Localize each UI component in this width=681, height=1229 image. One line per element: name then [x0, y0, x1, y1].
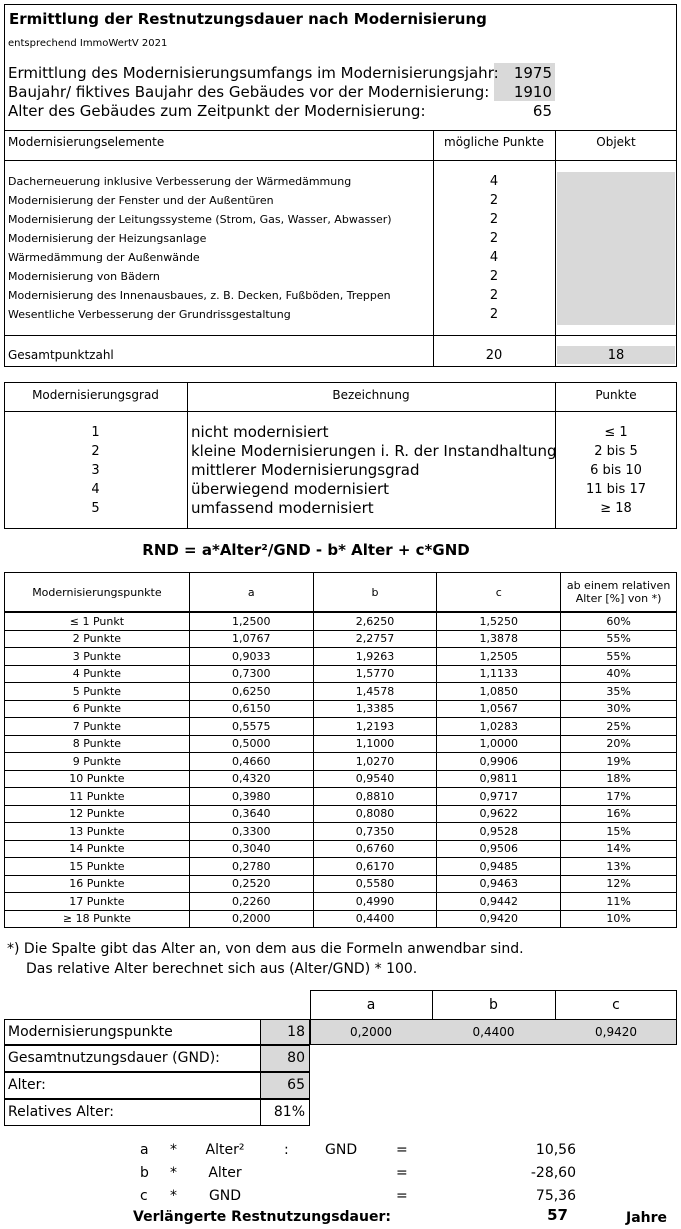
- coeff-row: [5, 735, 677, 753]
- header-line-value: 1975: [513, 64, 552, 82]
- coeff-cell: 0,6150: [189, 700, 313, 718]
- elements-header: Modernisierungselemente: [8, 135, 165, 149]
- coeff-cell: 1,5250: [437, 612, 561, 630]
- element-points: 2: [489, 231, 499, 246]
- coeff-cell: 0,3980: [189, 788, 313, 806]
- coeff-cell: 0,9420: [437, 910, 561, 928]
- page-title: Ermittlung der Restnutzungsdauer nach Modernisierung: [9, 10, 487, 28]
- coeff-cell: 0,2520: [189, 875, 313, 893]
- coeff-cell: 20%: [561, 735, 677, 753]
- coeff-cell: 0,5580: [313, 875, 437, 893]
- header-line-label: Baujahr/ fiktives Baujahr des Gebäudes vor der Modernisierung:: [8, 83, 490, 101]
- coeff-cell: 14 Punkte: [5, 840, 190, 858]
- coeff-cell: 0,6170: [313, 858, 437, 876]
- coeff-row: [5, 753, 677, 771]
- grade-points: 6 bis 10: [590, 463, 642, 478]
- coeff-cell: 10 Punkte: [5, 770, 190, 788]
- object-header: Objekt: [596, 135, 636, 149]
- abc-value: 0,4400: [472, 1025, 515, 1039]
- element-points: 2: [489, 269, 499, 284]
- possible-points-header: mögliche Punkte: [444, 135, 544, 149]
- coeff-cell: 9 Punkte: [5, 753, 190, 771]
- coeff-cell: 0,8810: [313, 788, 437, 806]
- coeff-cell: 1,0000: [437, 735, 561, 753]
- element-name: Modernisierung der Fenster und der Außentüren: [8, 194, 274, 207]
- result-eq: =: [396, 1188, 408, 1204]
- abc-header: c: [612, 997, 620, 1013]
- element-points: 2: [489, 288, 499, 303]
- grade-description: kleine Modernisierungen i. R. der Instandhaltung: [191, 442, 557, 460]
- coeff-cell: 1,0283: [437, 718, 561, 736]
- description-header: Bezeichnung: [332, 388, 410, 402]
- total-object: 18: [607, 348, 625, 363]
- calc-value: 65: [287, 1077, 305, 1093]
- coeff-cell: 11 Punkte: [5, 788, 190, 806]
- coeff-cell: 0,7350: [313, 823, 437, 841]
- abc-value: 0,9420: [595, 1025, 637, 1039]
- grade-number: 2: [91, 444, 100, 459]
- abc-value: 0,2000: [350, 1025, 392, 1039]
- coeff-header-cell: a: [189, 573, 313, 613]
- coeff-cell: 19%: [561, 753, 677, 771]
- element-name: Modernisierung des Innenausbaues, z. B. Decken, Fußböden, Treppen: [8, 289, 391, 302]
- coeff-cell: 0,2780: [189, 858, 313, 876]
- divider: [4, 335, 677, 336]
- result-term: Alter²: [205, 1142, 245, 1158]
- grade-number: 1: [91, 425, 100, 440]
- element-name: Modernisierung von Bädern: [8, 270, 160, 283]
- coeff-cell: 4 Punkte: [5, 665, 190, 683]
- coeff-row: [5, 700, 677, 718]
- coeff-cell: 15 Punkte: [5, 858, 190, 876]
- coeff-cell: 1,0270: [313, 753, 437, 771]
- coeff-cell: 0,7300: [189, 665, 313, 683]
- result-var: c: [140, 1188, 148, 1204]
- coeff-row: [5, 612, 677, 630]
- grade-description: nicht modernisiert: [191, 423, 329, 441]
- coeff-cell: 0,9717: [437, 788, 561, 806]
- coeff-row: [5, 665, 677, 683]
- coeff-row: [5, 858, 677, 876]
- footnote-line: *) Die Spalte gibt das Alter an, von dem aus die Formeln anwendbar sind.: [7, 941, 524, 957]
- coeff-cell: 15%: [561, 823, 677, 841]
- coeff-row: [5, 770, 677, 788]
- coeff-cell: 1,2193: [313, 718, 437, 736]
- result-term: GND: [208, 1188, 242, 1204]
- coeff-cell: 1,0767: [189, 630, 313, 648]
- coeff-cell: 60%: [561, 612, 677, 630]
- coeff-cell: 0,3300: [189, 823, 313, 841]
- coeff-cell: 0,9811: [437, 770, 561, 788]
- coeff-cell: ≤ 1 Punkt: [5, 612, 190, 630]
- coeff-cell: 1,2505: [437, 648, 561, 666]
- coeff-cell: 2,2757: [313, 630, 437, 648]
- coeff-cell: 55%: [561, 648, 677, 666]
- coeff-cell: 0,6760: [313, 840, 437, 858]
- calc-value: 18: [287, 1024, 305, 1040]
- coeff-cell: 0,9463: [437, 875, 561, 893]
- coeff-cell: 0,4320: [189, 770, 313, 788]
- coeff-cell: 1,3878: [437, 630, 561, 648]
- final-value: 57: [547, 1206, 568, 1224]
- coeff-cell: 2,6250: [313, 612, 437, 630]
- coeff-cell: 1,9263: [313, 648, 437, 666]
- result-value: -28,60: [530, 1165, 576, 1181]
- coeff-cell: 0,9033: [189, 648, 313, 666]
- coeff-row: [5, 630, 677, 648]
- coeff-cell: 55%: [561, 630, 677, 648]
- coeff-cell: 1,5770: [313, 665, 437, 683]
- coeff-cell: 10%: [561, 910, 677, 928]
- coeff-cell: 1,1000: [313, 735, 437, 753]
- coeff-row: [5, 805, 677, 823]
- element-name: Modernisierung der Heizungsanlage: [8, 232, 207, 245]
- coeff-cell: 0,9540: [313, 770, 437, 788]
- element-points: 2: [489, 193, 499, 208]
- coeff-cell: 0,9506: [437, 840, 561, 858]
- coeff-cell: 16%: [561, 805, 677, 823]
- coeff-cell: 0,9906: [437, 753, 561, 771]
- grade-description: umfassend modernisiert: [191, 499, 374, 517]
- page-subtitle: entsprechend ImmoWertV 2021: [8, 38, 168, 49]
- coeff-row: [5, 875, 677, 893]
- result-op: *: [170, 1165, 177, 1181]
- calc-label: Gesamtnutzungsdauer (GND):: [8, 1050, 220, 1066]
- total-possible: 20: [485, 348, 503, 363]
- points-header: Punkte: [595, 388, 637, 402]
- coeff-cell: 13%: [561, 858, 677, 876]
- divider: [433, 130, 434, 367]
- coeff-row: [5, 823, 677, 841]
- coeff-cell: 1,2500: [189, 612, 313, 630]
- result-var: b: [140, 1165, 149, 1181]
- coefficient-table: [4, 572, 677, 928]
- coeff-row: [5, 648, 677, 666]
- coeff-cell: 18%: [561, 770, 677, 788]
- formula: RND = a*Alter²/GND - b* Alter + c*GND: [142, 541, 470, 559]
- element-name: Wesentliche Verbesserung der Grundrissgestaltung: [8, 308, 291, 321]
- coeff-header-cell: c: [437, 573, 561, 613]
- coeff-cell: 0,6250: [189, 683, 313, 701]
- coeff-cell: 2 Punkte: [5, 630, 190, 648]
- coeff-cell: 0,3640: [189, 805, 313, 823]
- element-points: 2: [489, 212, 499, 227]
- grade-points: 2 bis 5: [594, 444, 638, 459]
- coeff-cell: 0,2260: [189, 893, 313, 911]
- total-label: Gesamtpunktzahl: [8, 348, 114, 362]
- coeff-cell: 12 Punkte: [5, 805, 190, 823]
- calc-label: Alter:: [8, 1077, 46, 1093]
- coeff-cell: ≥ 18 Punkte: [5, 910, 190, 928]
- calc-label: Relatives Alter:: [8, 1104, 114, 1120]
- abc-header: a: [366, 997, 376, 1013]
- result-eq: =: [396, 1142, 408, 1158]
- grade-points: ≤ 1: [604, 425, 628, 440]
- coeff-row: [5, 718, 677, 736]
- abc-header: b: [489, 997, 498, 1013]
- coeff-row: [5, 683, 677, 701]
- coeff-header-cell: ab einem relativen Alter [%] von *): [561, 573, 677, 613]
- result-div: :: [284, 1142, 289, 1158]
- coeff-row: [5, 893, 677, 911]
- header-line-label: Ermittlung des Modernisierungsumfangs im Modernisierungsjahr:: [8, 64, 499, 82]
- result-eq: =: [396, 1165, 408, 1181]
- divider: [555, 130, 556, 367]
- coeff-cell: 7 Punkte: [5, 718, 190, 736]
- coeff-cell: 0,9622: [437, 805, 561, 823]
- element-name: Modernisierung der Leitungssysteme (Strom, Gas, Wasser, Abwasser): [8, 213, 392, 226]
- coeff-cell: 0,4660: [189, 753, 313, 771]
- calc-value: 81%: [273, 1104, 305, 1120]
- grade-number: 5: [91, 501, 100, 516]
- coeff-cell: 0,9528: [437, 823, 561, 841]
- coeff-cell: 1,1133: [437, 665, 561, 683]
- grade-number: 4: [91, 482, 100, 497]
- element-points: 4: [489, 250, 499, 265]
- result-term: Alter: [208, 1165, 242, 1181]
- coeff-cell: 6 Punkte: [5, 700, 190, 718]
- divider: [187, 382, 188, 529]
- coeff-cell: 1,3385: [313, 700, 437, 718]
- grade-number: 3: [91, 463, 100, 478]
- coeff-cell: 11%: [561, 893, 677, 911]
- header-line-value: 1910: [513, 83, 552, 101]
- result-value: 75,36: [535, 1188, 576, 1204]
- grade-points: 11 bis 17: [586, 482, 646, 497]
- coeff-cell: 0,5000: [189, 735, 313, 753]
- coeff-header-cell: Modernisierungspunkte: [5, 573, 190, 613]
- header-line-value: 65: [532, 102, 552, 120]
- result-var: a: [140, 1142, 149, 1158]
- coeff-cell: 0,4400: [313, 910, 437, 928]
- grade-description: mittlerer Modernisierungsgrad: [191, 461, 420, 479]
- calc-value: 80: [287, 1050, 305, 1066]
- coeff-cell: 5 Punkte: [5, 683, 190, 701]
- element-name: Dacherneuerung inklusive Verbesserung der Wärmedämmung: [8, 175, 352, 188]
- footnote-line: Das relative Alter berechnet sich aus (Alter/GND) * 100.: [26, 961, 418, 977]
- result-op: *: [170, 1188, 177, 1204]
- coeff-row: [5, 840, 677, 858]
- coeff-cell: 1,0567: [437, 700, 561, 718]
- result-gnd: GND: [325, 1142, 358, 1158]
- element-points: 2: [489, 307, 499, 322]
- object-values-area: [557, 172, 675, 325]
- coeff-cell: 1,4578: [313, 683, 437, 701]
- coeff-cell: 0,9442: [437, 893, 561, 911]
- coeff-cell: 17 Punkte: [5, 893, 190, 911]
- coeff-cell: 0,8080: [313, 805, 437, 823]
- coeff-cell: 0,3040: [189, 840, 313, 858]
- grade-points: ≥ 18: [600, 501, 632, 516]
- coeff-cell: 0,2000: [189, 910, 313, 928]
- coeff-cell: 3 Punkte: [5, 648, 190, 666]
- coeff-cell: 40%: [561, 665, 677, 683]
- final-unit: Jahre: [626, 1210, 668, 1226]
- divider: [4, 411, 677, 412]
- grade-header: Modernisierungsgrad: [32, 388, 159, 402]
- result-op: *: [170, 1142, 177, 1158]
- header-line-label: Alter des Gebäudes zum Zeitpunkt der Modernisierung:: [8, 102, 426, 120]
- coeff-row: [5, 788, 677, 806]
- result-value: 10,56: [535, 1142, 576, 1158]
- coeff-cell: 17%: [561, 788, 677, 806]
- coeff-cell: 14%: [561, 840, 677, 858]
- coeff-cell: 35%: [561, 683, 677, 701]
- coeff-row: [5, 910, 677, 928]
- coeff-cell: 0,4990: [313, 893, 437, 911]
- calc-label: Modernisierungspunkte: [8, 1024, 173, 1040]
- divider: [4, 160, 677, 161]
- coeff-cell: 25%: [561, 718, 677, 736]
- coeff-cell: 16 Punkte: [5, 875, 190, 893]
- coeff-header-cell: b: [313, 573, 437, 613]
- coeff-cell: 0,5575: [189, 718, 313, 736]
- coeff-cell: 13 Punkte: [5, 823, 190, 841]
- coeff-cell: 30%: [561, 700, 677, 718]
- element-name: Wärmedämmung der Außenwände: [8, 251, 200, 264]
- coeff-cell: 0,9485: [437, 858, 561, 876]
- coeff-cell: 1,0850: [437, 683, 561, 701]
- coeff-cell: 8 Punkte: [5, 735, 190, 753]
- coeff-cell: 12%: [561, 875, 677, 893]
- final-label: Verlängerte Restnutzungsdauer:: [133, 1209, 391, 1225]
- element-points: 4: [489, 174, 499, 189]
- grade-description: überwiegend modernisiert: [191, 480, 390, 498]
